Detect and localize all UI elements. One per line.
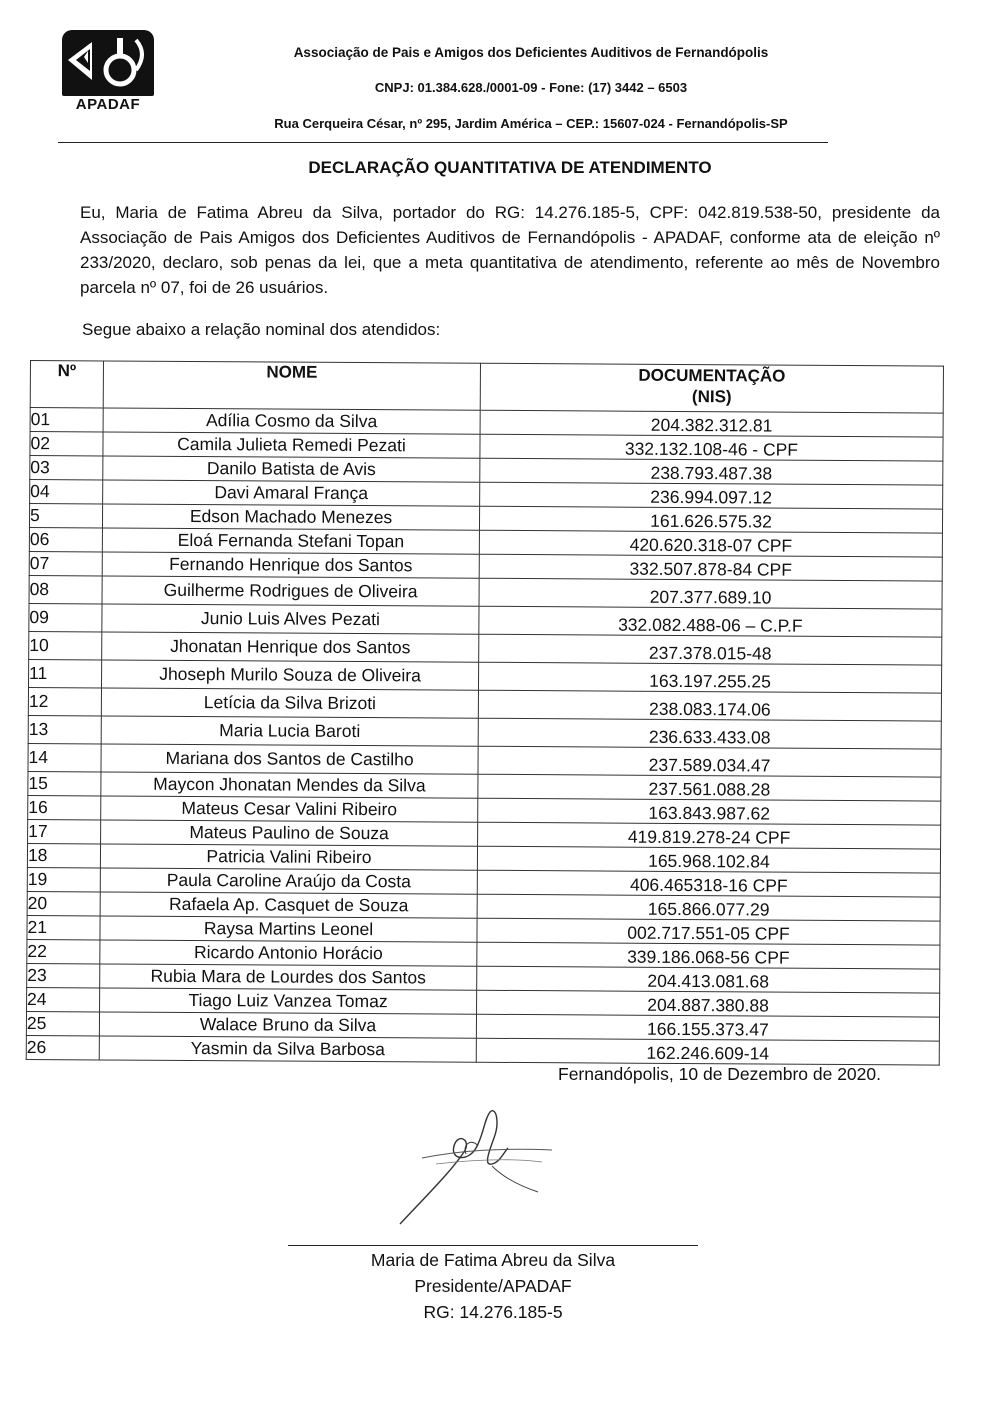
row-documentation: 165.866.077.29: [477, 894, 940, 921]
organization-cnpj: CNPJ: 01.384.628./0001-09 - Fone: (17) 3442 – 6503: [374, 80, 688, 95]
row-name: Tiago Luiz Vanzea Tomaz: [100, 988, 477, 1014]
list-intro: Segue abaixo a relação nominal dos atendidos:: [82, 320, 441, 339]
row-name: Edson Machado Menezes: [102, 504, 479, 530]
row-number: 26: [26, 1035, 99, 1059]
row-number: 25: [26, 1011, 99, 1035]
row-documentation: 161.626.575.32: [479, 506, 942, 533]
row-number: 23: [27, 963, 100, 987]
row-documentation: 236.633.433.08: [478, 718, 941, 749]
row-number: 06: [29, 527, 102, 551]
row-number: 10: [29, 631, 102, 659]
header-divider: [58, 142, 828, 143]
row-number: 01: [30, 408, 103, 432]
row-name: Jhoseph Murilo Souza de Oliveira: [101, 660, 478, 690]
row-documentation: 238.083.174.06: [478, 690, 941, 721]
row-name: Jhonatan Henrique dos Santos: [102, 632, 479, 662]
row-documentation: 406.465318-16 CPF: [477, 870, 940, 897]
row-name: Yasmin da Silva Barbosa: [99, 1036, 476, 1062]
row-name: Mariana dos Santos de Castilho: [101, 744, 478, 774]
row-number: 11: [28, 659, 101, 687]
row-number: 17: [28, 819, 101, 843]
row-number: 20: [27, 891, 100, 915]
row-documentation: 204.887.380.88: [477, 990, 940, 1017]
date-line: Fernandópolis, 10 de Dezembro de 2020.: [558, 1064, 881, 1084]
row-number: 12: [28, 687, 101, 715]
row-number: 04: [30, 480, 103, 504]
table-body: [26, 408, 943, 1066]
logo-symbol-icon: [62, 30, 154, 96]
row-documentation: 204.382.312.81: [480, 410, 943, 437]
row-number: 19: [27, 867, 100, 891]
row-number: 16: [28, 795, 101, 819]
row-name: Rafaela Ap. Casquet de Souza: [100, 892, 477, 918]
row-documentation: 420.620.318-07 CPF: [479, 530, 942, 557]
row-documentation: 237.561.088.28: [478, 774, 941, 801]
row-number: 14: [28, 743, 101, 771]
handwritten-signature-icon: [392, 1100, 562, 1230]
row-documentation: 332.082.488-06 – C.P.F: [479, 606, 942, 637]
row-name: Walace Bruno da Silva: [99, 1012, 476, 1038]
row-name: Mateus Paulino de Souza: [101, 820, 478, 846]
signer-name: Maria de Fatima Abreu da Silva: [370, 1250, 616, 1270]
row-number: 18: [27, 843, 100, 867]
signer-rg: RG: 14.276.185-5: [423, 1302, 563, 1322]
row-name: Adília Cosmo da Silva: [103, 408, 480, 434]
table-row: [26, 1035, 939, 1065]
row-documentation: 236.994.097.12: [480, 482, 943, 509]
signer-role: Presidente/APADAF: [414, 1276, 572, 1296]
organization-name: Associação de Pais e Amigos dos Deficientes Auditivos de Fernandópolis: [293, 45, 769, 60]
row-documentation: 238.793.487.38: [480, 458, 943, 485]
row-name: Camila Julieta Remedi Pezati: [103, 432, 480, 458]
signature-line: [288, 1245, 698, 1246]
row-name: Maycon Jhonatan Mendes da Silva: [101, 772, 478, 798]
attendees-table: [26, 360, 944, 1066]
header-number: Nº: [30, 361, 103, 408]
row-number: 15: [28, 771, 101, 795]
row-documentation: 237.589.034.47: [478, 746, 941, 777]
row-documentation: 166.155.373.47: [476, 1014, 939, 1041]
table-header-row: [30, 361, 943, 414]
row-name: Patricia Valini Ribeiro: [100, 844, 477, 870]
row-number: 22: [27, 939, 100, 963]
row-name: Eloá Fernanda Stefani Topan: [102, 528, 479, 554]
row-name: Davi Amaral França: [103, 480, 480, 506]
row-documentation: 162.246.609-14: [476, 1038, 939, 1065]
row-name: Guilherme Rodrigues de Oliveira: [102, 576, 479, 606]
organization-address: Rua Cerqueira César, nº 295, Jardim América – CEP.: 15607-024 - Fernandópolis-SP: [274, 116, 788, 131]
row-number: 5: [29, 504, 102, 528]
row-documentation: 419.819.278-24 CPF: [478, 822, 941, 849]
row-documentation: 163.843.987.62: [478, 798, 941, 825]
apadaf-logo: [62, 30, 154, 114]
row-number: 13: [28, 715, 101, 743]
row-name: Raysa Martins Leonel: [100, 916, 477, 942]
row-name: Letícia da Silva Brizoti: [101, 688, 478, 718]
header-documentation-sub: (NIS): [691, 387, 732, 407]
header-documentation-label: DOCUMENTAÇÃO: [638, 365, 786, 386]
row-number: 03: [30, 456, 103, 480]
row-documentation: 163.197.255.25: [478, 662, 941, 693]
row-number: 24: [27, 987, 100, 1011]
row-documentation: 332.507.878-84 CPF: [479, 554, 942, 581]
row-number: 21: [27, 915, 100, 939]
row-number: 09: [29, 603, 102, 631]
declaration-paragraph: Eu, Maria de Fatima Abreu da Silva, portador do RG: 14.276.185-5, CPF: 042.819.538-50, presidente da Associação de Pais Amigos dos Deficientes Auditivos de Fernandópolis - APADAF, conforme ata de eleição nº 233/2020, declaro, sob penas da lei, que a meta quantitativa de atendimento, referente ao mês de Novembro parcela nº 07, foi de 26 usuários.: [80, 203, 940, 297]
row-name: Rubia Mara de Lourdes dos Santos: [100, 964, 477, 990]
row-documentation: 207.377.689.10: [479, 578, 942, 609]
row-documentation: 332.132.108-46 - CPF: [480, 434, 943, 461]
header-name: NOME: [103, 361, 480, 410]
row-name: Ricardo Antonio Horácio: [100, 940, 477, 966]
row-name: Fernando Henrique dos Santos: [102, 552, 479, 578]
row-name: Maria Lucia Baroti: [101, 716, 478, 746]
logo-text: APADAF: [75, 96, 141, 113]
row-documentation: 237.378.015-48: [479, 634, 942, 665]
row-documentation: 002.717.551-05 CPF: [477, 918, 940, 945]
row-documentation: 339.186.068-56 CPF: [477, 942, 940, 969]
row-name: Paula Caroline Araújo da Costa: [100, 868, 477, 894]
row-name: Junio Luis Alves Pezati: [102, 604, 479, 634]
row-name: Danilo Batista de Avis: [103, 456, 480, 482]
row-number: 02: [30, 432, 103, 456]
row-number: 08: [29, 575, 102, 603]
header-documentation: [480, 363, 943, 413]
row-documentation: 165.968.102.84: [477, 846, 940, 873]
document-title: DECLARAÇÃO QUANTITATIVA DE ATENDIMENTO: [308, 158, 712, 177]
row-documentation: 204.413.081.68: [477, 966, 940, 993]
row-name: Mateus Cesar Valini Ribeiro: [101, 796, 478, 822]
row-number: 07: [29, 551, 102, 575]
